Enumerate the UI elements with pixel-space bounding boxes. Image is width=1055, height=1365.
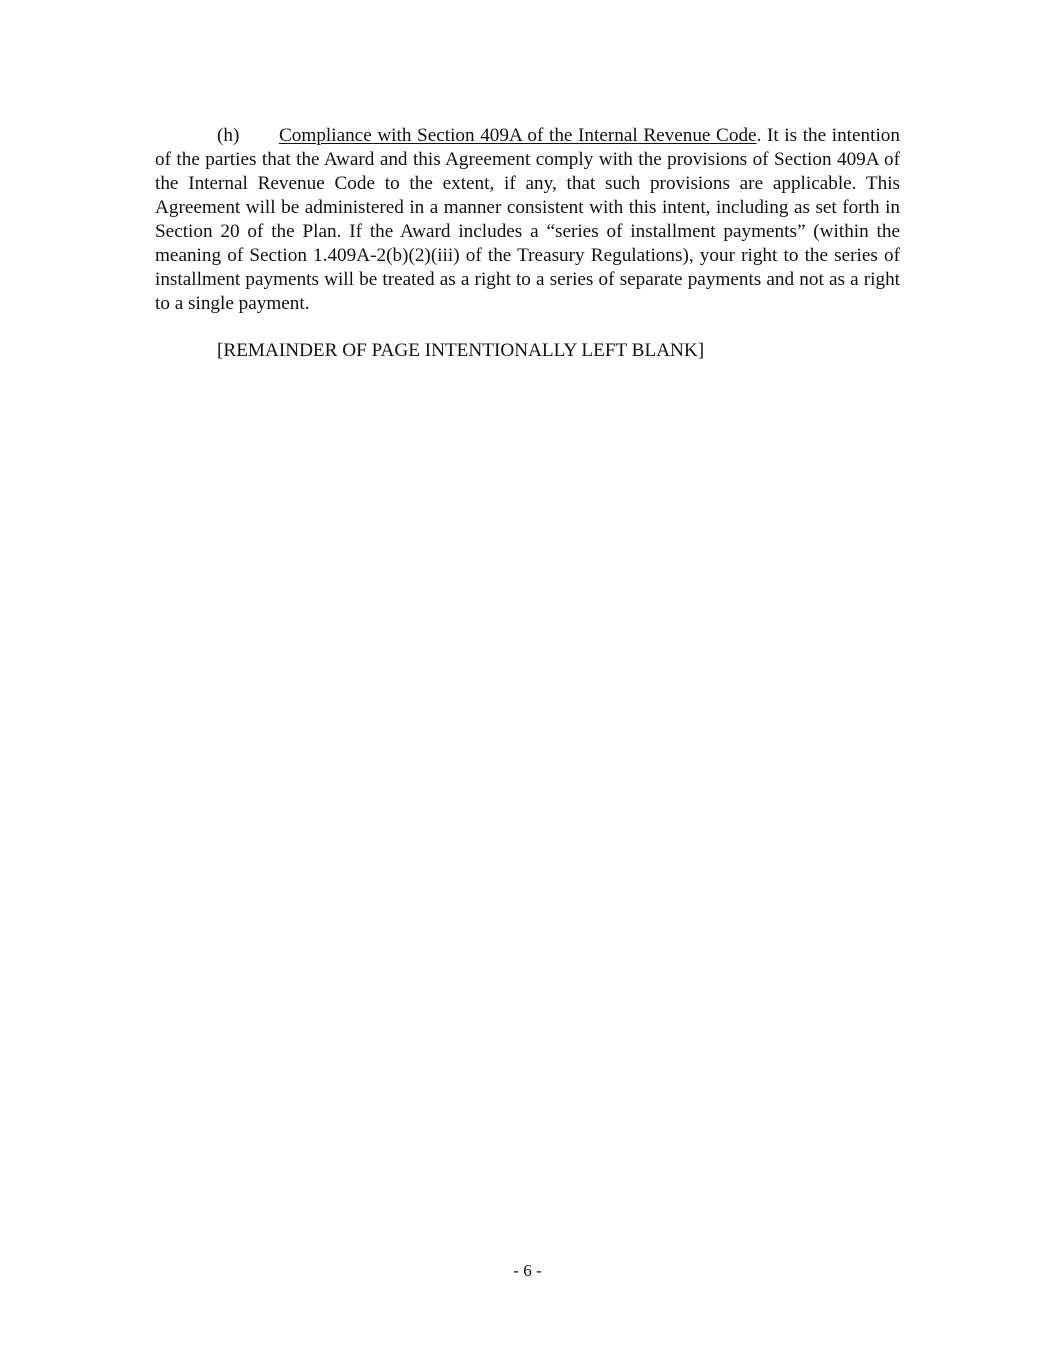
page-number: - 6 - xyxy=(513,1261,542,1280)
remainder-blank-note: [REMAINDER OF PAGE INTENTIONALLY LEFT BLANK] xyxy=(217,340,705,361)
section-h-body: . It is the intention of the parties that the Award and this Agreement comply with the provisions of Section 409A of the Internal Revenue Code to the extent, if any, that such provisions are applicable. This Agreement will be administered in a manner consistent with this intent, including as set forth in Section 20 of the Plan. If the Award includes a “series of installment payments” (within the meaning of Section 1.409A-2(b)(2)(iii) of the Treasury Regulations), your right to the series of installment payments will be treated as a right to a series of separate payments and not as a right to a single payment. xyxy=(155,125,900,314)
section-h-paragraph xyxy=(155,124,900,316)
section-h-heading: Compliance with Section 409A of the Internal Revenue Code xyxy=(279,125,757,146)
section-h-marker: (h) xyxy=(217,125,240,146)
